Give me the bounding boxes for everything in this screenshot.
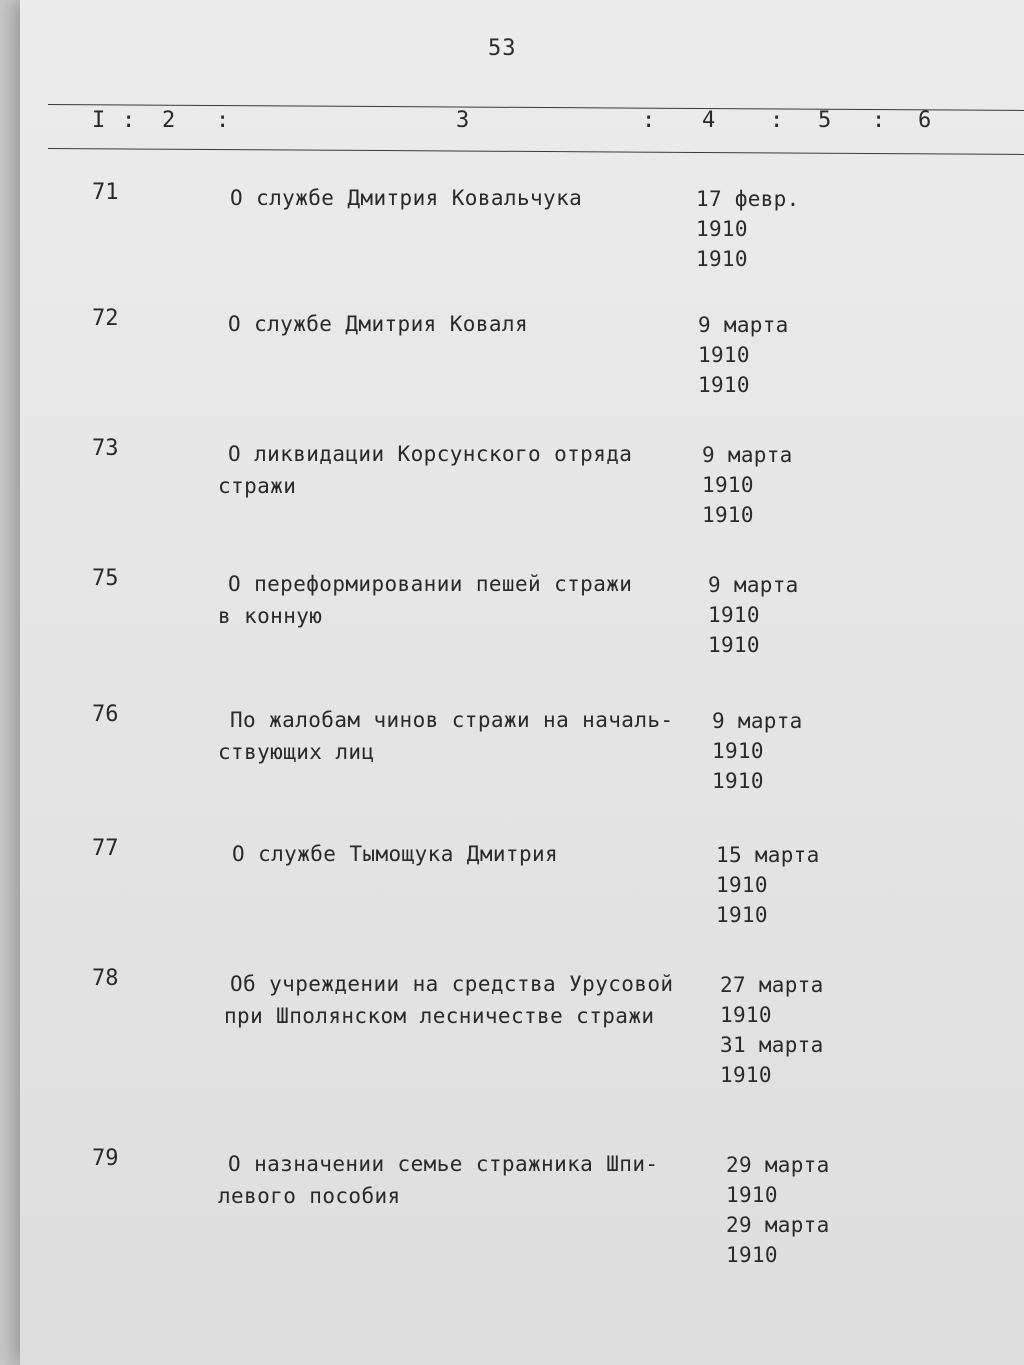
row-title-line: О ликвидации Корсунского отряда — [228, 442, 633, 466]
row-date-line: 1910 — [712, 769, 764, 793]
row-number: 79 — [92, 1146, 119, 1171]
row-title — [232, 838, 732, 870]
column-separator: : — [642, 108, 656, 133]
row-title — [218, 1148, 718, 1212]
row-date-line: 1910 — [720, 1063, 772, 1087]
row-dates — [726, 1150, 830, 1270]
row-date-line: 29 марта — [726, 1213, 830, 1237]
row-date-line: 1910 — [716, 903, 768, 927]
column-header-6: 6 — [918, 108, 932, 133]
row-number: 72 — [92, 306, 119, 331]
row-date-line: 1910 — [696, 217, 748, 241]
row-date-line: 1910 — [696, 247, 748, 271]
row-date-line: 1910 — [702, 473, 754, 497]
row-title-line: Об учреждении на средства Урусовой — [230, 972, 674, 996]
row-dates — [720, 970, 824, 1090]
row-number: 75 — [92, 566, 119, 591]
column-header-3: 3 — [456, 108, 470, 133]
row-title — [230, 182, 730, 214]
row-date-line: 9 марта — [708, 573, 799, 597]
row-title — [228, 308, 728, 340]
row-title-line: О службе Дмитрия Ковальчука — [230, 186, 583, 210]
row-date-line: 1910 — [726, 1183, 778, 1207]
row-dates — [702, 440, 793, 530]
row-dates — [708, 570, 799, 660]
row-date-line: 15 марта — [716, 843, 820, 867]
row-date-line: 9 марта — [698, 313, 789, 337]
column-header-1: I — [92, 108, 106, 133]
row-title-line: О службе Дмитрия Коваля — [228, 312, 528, 336]
row-date-line: 9 марта — [712, 709, 803, 733]
column-separator: : — [216, 108, 230, 133]
row-title-line: О переформировании пешей стражи — [228, 572, 633, 596]
row-date-line: 1910 — [698, 373, 750, 397]
row-title-line: О назначении семье стражника Шпи- — [228, 1152, 659, 1176]
row-title-line: левого пособия — [218, 1184, 401, 1208]
row-dates — [696, 184, 800, 274]
row-title — [218, 968, 718, 1032]
row-date-line: 1910 — [698, 343, 750, 367]
row-date-line: 1910 — [708, 633, 760, 657]
row-title-line: при Шполянском лесничестве стражи — [224, 1004, 655, 1028]
row-dates — [716, 840, 820, 930]
row-number: 71 — [92, 180, 119, 205]
row-title-line: в конную — [218, 604, 323, 628]
row-date-line: 9 марта — [702, 443, 793, 467]
row-number: 77 — [92, 836, 119, 861]
row-date-line: 1910 — [726, 1243, 778, 1267]
column-header-4: 4 — [702, 108, 716, 133]
row-date-line: 29 марта — [726, 1153, 830, 1177]
column-separator: : — [872, 108, 886, 133]
column-separator: : — [770, 108, 784, 133]
row-date-line: 1910 — [702, 503, 754, 527]
row-title — [218, 704, 718, 768]
row-date-line: 1910 — [708, 603, 760, 627]
row-title — [218, 568, 718, 632]
row-title-line: О службе Тымощука Дмитрия — [232, 842, 559, 866]
row-date-line: 17 февр. — [696, 187, 800, 211]
row-title-line: По жалобам чинов стражи на началь- — [230, 708, 674, 732]
column-header-2: 2 — [162, 108, 176, 133]
row-dates — [698, 310, 789, 400]
row-number: 73 — [92, 436, 119, 461]
row-date-line: 31 марта — [720, 1033, 824, 1057]
row-date-line: 1910 — [712, 739, 764, 763]
row-date-line: 1910 — [716, 873, 768, 897]
page-number: 53 — [488, 36, 517, 61]
column-separator: : — [122, 108, 136, 133]
row-title-line: стражи — [218, 474, 297, 498]
row-date-line: 27 марта — [720, 973, 824, 997]
document-page — [20, 0, 1024, 1365]
column-header-5: 5 — [818, 108, 832, 133]
row-title — [218, 438, 718, 502]
row-date-line: 1910 — [720, 1003, 772, 1027]
row-number: 76 — [92, 702, 119, 727]
row-title-line: ствующих лиц — [218, 740, 375, 764]
row-number: 78 — [92, 966, 119, 991]
header-bottom-rule — [48, 148, 1024, 155]
row-dates — [712, 706, 803, 796]
